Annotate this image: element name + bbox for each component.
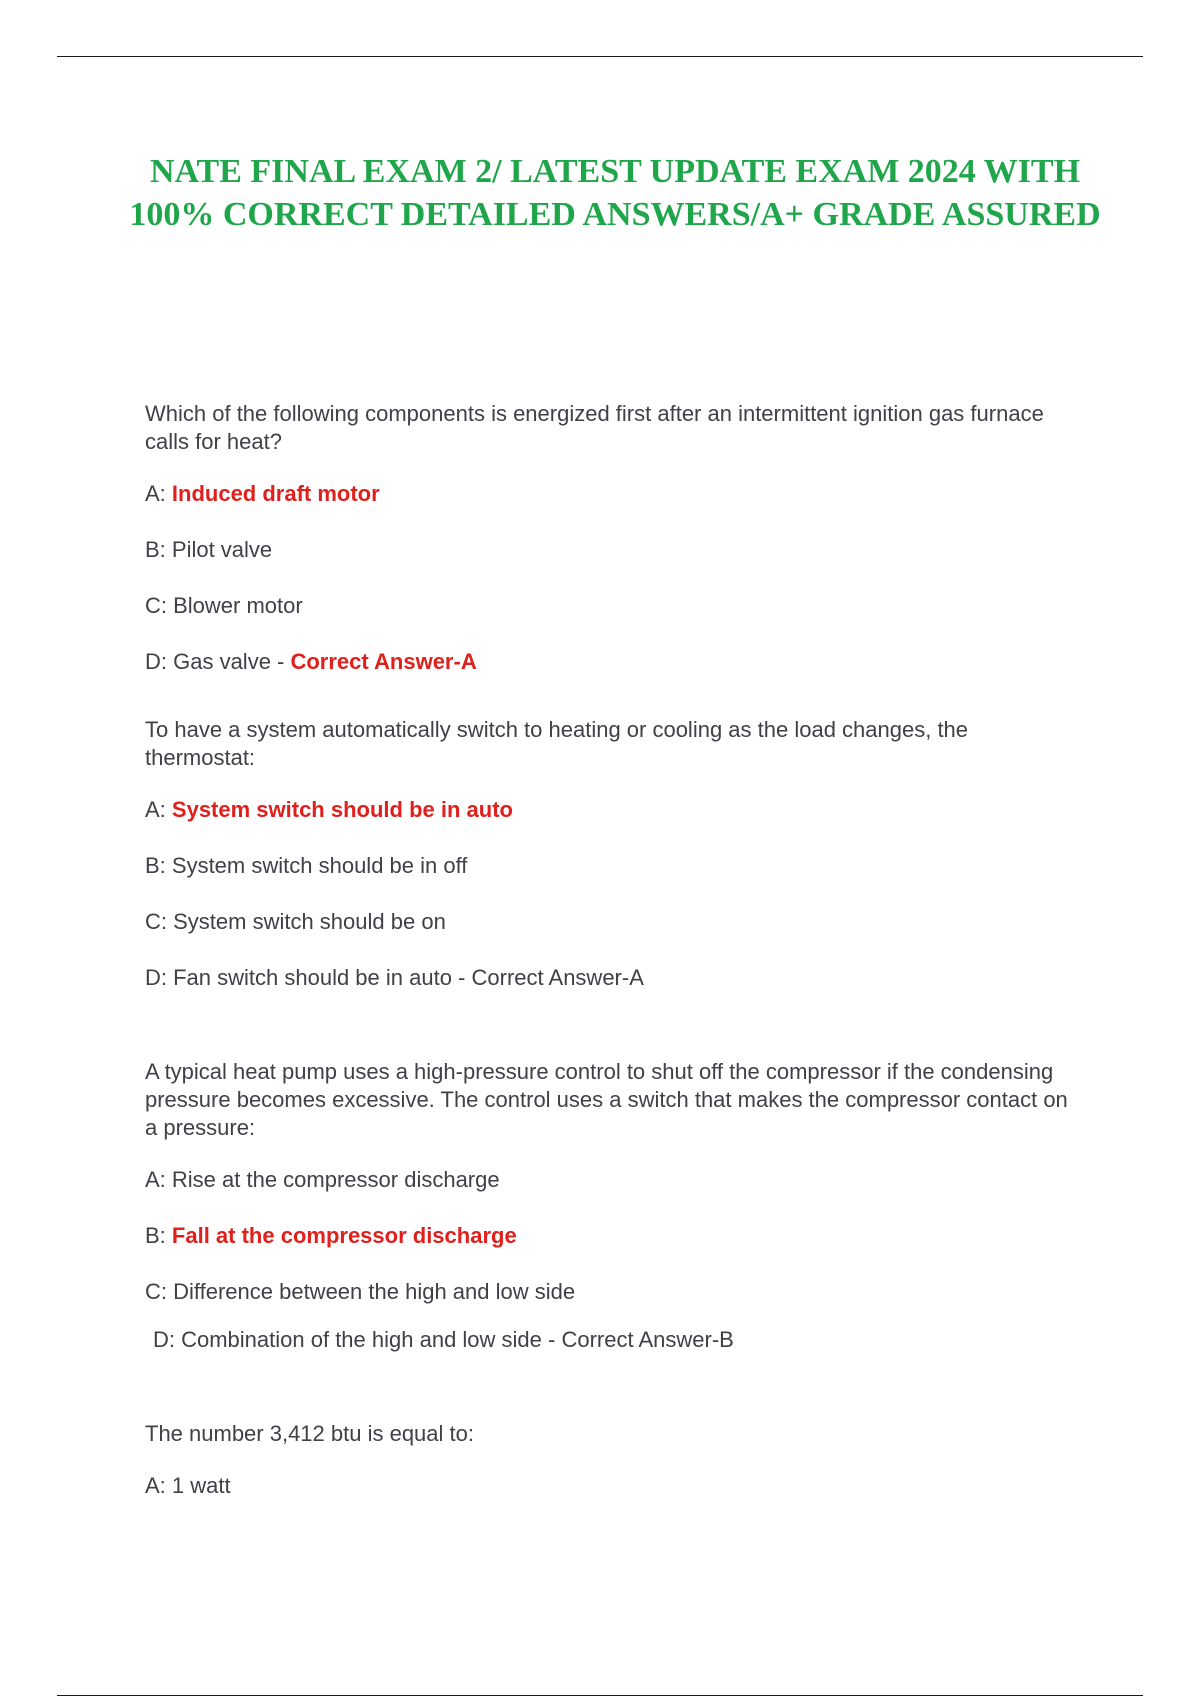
option-d-prefix: D: Gas valve - (145, 649, 291, 674)
option-a-correct-text: Induced draft motor (171, 481, 380, 506)
question-1-option-b: B: Pilot valve (145, 537, 273, 562)
question-3-option-d: D: Combination of the high and low side - Correct Answer-B (153, 1327, 734, 1352)
question-2-text: To have a system automatically switch to heating or cooling as the load changes, the thermostat: (145, 717, 969, 770)
question-2-option-d: D: Fan switch should be in auto - Correct Answer-A (145, 965, 644, 990)
question-3-option-a: A: Rise at the compressor discharge (145, 1167, 500, 1192)
option-a-correct-text: System switch should be in auto (171, 797, 513, 822)
question-1-option-d (145, 648, 1075, 676)
exam-content (145, 400, 1075, 1500)
option-a-prefix: A: (145, 481, 172, 506)
option-a-prefix: A: (145, 797, 172, 822)
question-1-text: Which of the following components is energized first after an intermittent ignition gas furnace calls for heat? (145, 401, 1044, 454)
question-1-option-a (145, 480, 1075, 508)
question-3-option-c: C: Difference between the high and low side (145, 1279, 576, 1304)
question-2-option-c: C: System switch should be on (145, 909, 446, 934)
bottom-rule (57, 1695, 1143, 1696)
question-1-option-c: C: Blower motor (145, 593, 303, 618)
question-3-text: A typical heat pump uses a high-pressure control to shut off the compressor if the condensing pressure becomes excessive. The control uses a switch that makes the compressor contact on a pressure: (145, 1059, 1068, 1140)
option-b-correct-text: Fall at the compressor discharge (171, 1223, 517, 1248)
correct-answer-label: Correct Answer-A (290, 649, 477, 674)
top-rule (57, 56, 1143, 57)
document-title: NATE FINAL EXAM 2/ LATEST UPDATE EXAM 2024 WITH 100% CORRECT DETAILED ANSWERS/A+ GRADE ASSURED (129, 153, 1101, 233)
question-2-option-a (145, 796, 1075, 824)
question-3-option-b (145, 1222, 1075, 1250)
option-b-prefix: B: (145, 1223, 172, 1248)
question-4-text: The number 3,412 btu is equal to: (145, 1421, 474, 1446)
question-2-option-b: B: System switch should be in off (145, 853, 468, 878)
question-4-option-a: A: 1 watt (145, 1473, 231, 1498)
